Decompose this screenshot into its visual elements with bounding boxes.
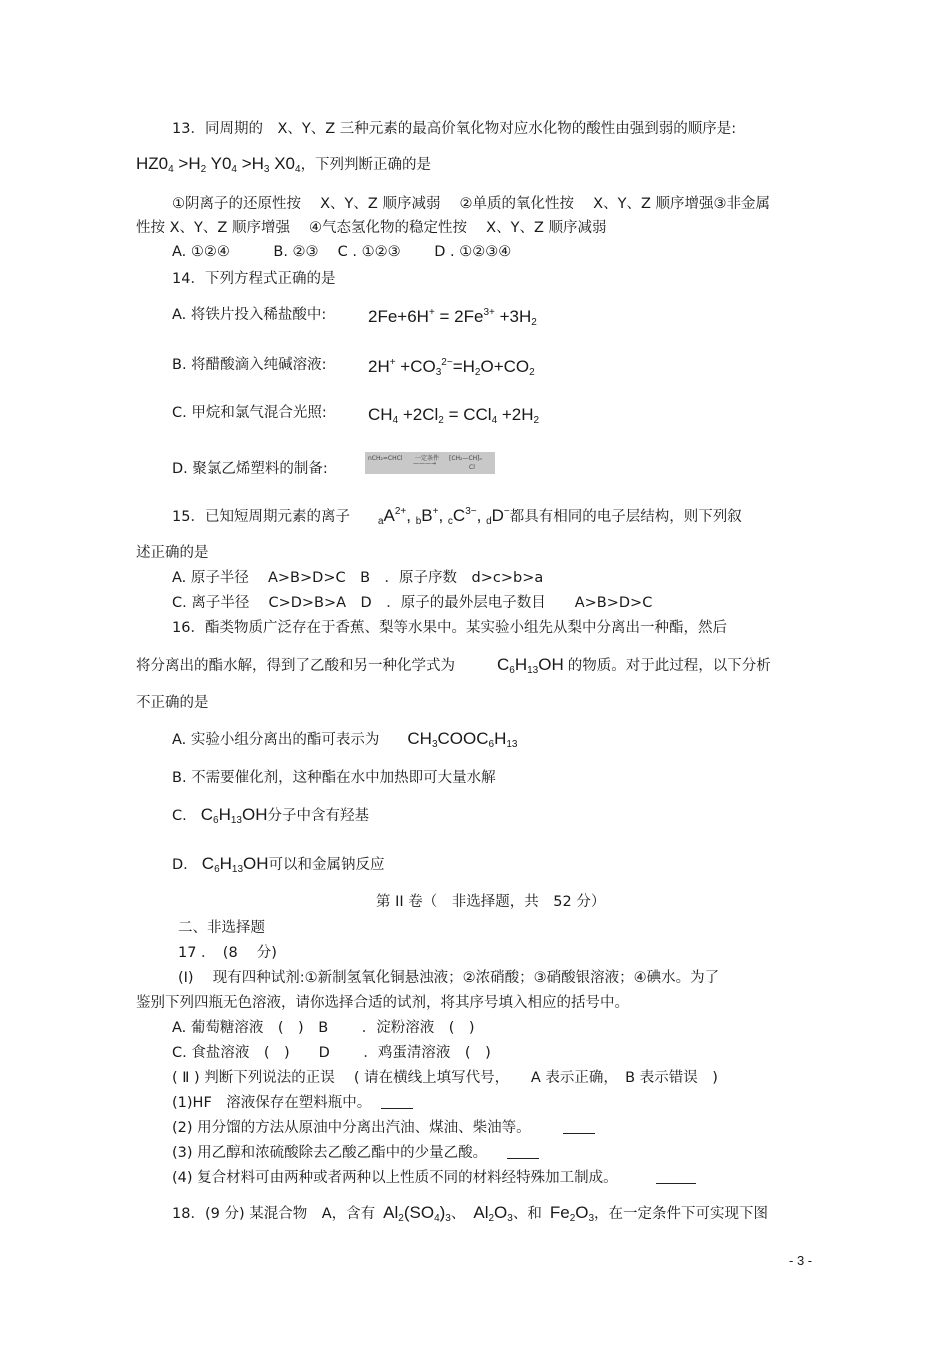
q13-choices: A. ①②④ B. ②③ C . ①②③ D . ①②③④: [172, 244, 512, 260]
q16-stem-2: 将分离出的酯水解，得到了乙酸和另一种化学式为 $C_6H_{13}OH$ 的物质。对于此过程，以下分析: [136, 655, 771, 676]
q16-option-a: A. 实验小组分离出的酯可表示为 $CH_3COOC_6H_{13}$: [172, 729, 518, 750]
q14-option-d-label: D. 聚氯乙烯塑料的制备:: [172, 461, 328, 477]
q16-stem-1: 16．酯类物质广泛存在于香蕉、梨等水果中。某实验小组先从梨中分离出一种酯，然后: [172, 620, 727, 636]
q13-statements-2: 性按 X、Y、Z 顺序增强 ④气态氢化物的稳定性按 X、Y、Z 顺序减弱: [136, 220, 607, 236]
q17-statement-4: (4) 复合材料可由两种或者两种以上性质不同的材料经特殊加工制成。: [172, 1168, 696, 1188]
q16-option-d: D. $C_6H_{13}OH$可以和金属钠反应: [172, 854, 385, 875]
q17-options-cd: C. 食盐溶液 ( ) D ．鸡蛋清溶液 ( ): [172, 1045, 491, 1061]
answer-blank-4[interactable]: [656, 1169, 696, 1184]
q15-stem-2: 述正确的是: [136, 545, 209, 561]
q13-statements-1: ①阴离子的还原性按 X、Y、Z 顺序减弱 ②单质的氧化性按 X、Y、Z 顺序增强③非金属: [172, 196, 770, 212]
q14-option-c-equation: $CH_4 +2Cl_2 = CCl_4 +2H_2$: [368, 405, 540, 426]
q15-stem: 15．已知短周期元素的离子 $_aA^{2+}$, $_b$B+, $_cC^{3-}$, $_d$D−都具有相同的电子层结构，则下列叙: [172, 506, 742, 527]
q13-stem: 13．同周期的 X、Y、Z 三种元素的最高价氧化物对应水化物的酸性由强到弱的顺序是:: [172, 121, 737, 137]
q16-option-b: B. 不需要催化剂，这种酯在水中加热即可大量水解: [172, 770, 496, 786]
q16-stem-3: 不正确的是: [136, 695, 209, 711]
answer-blank-1[interactable]: [381, 1094, 413, 1109]
section-2-title: 第 II 卷（ 非选择题，共 52 分）: [376, 894, 606, 910]
q13-acid-order: $HZ0_4 >H_2$ $Y0_4 >H_3$ $X0_4$，下列判断正确的是: [136, 154, 432, 175]
q17-options-ab: A. 葡萄糖溶液 ( ) B ．淀粉溶液 ( ): [172, 1020, 475, 1036]
pvc-reaction-image: nCH₂=CHCl ———→ 一定条件 [CH₂—CH]ₙ Cl: [365, 452, 495, 474]
q18-stem: 18．(9 分) 某混合物 A，含有 $Al_2(SO_4)_3$、 $Al_2O_3$、和 $Fe_2O_3$，在一定条件下可实现下图: [172, 1203, 769, 1224]
q17-part1-line2: 鉴别下列四瓶无色溶液，请你选择合适的试剂，将其序号填入相应的括号中。: [136, 995, 629, 1011]
q14-option-b-equation: $2H^+ +CO_3^{2-}=H_2O+CO_2$: [368, 357, 535, 378]
q17-statement-3: (3) 用乙醇和浓硫酸除去乙酸乙酯中的少量乙酸。: [172, 1143, 539, 1163]
section-2-heading: 二、非选择题: [178, 920, 265, 936]
q17-part1-line1: (I) 现有四种试剂:①新制氢氧化铜悬浊液；②浓硝酸；③硝酸银溶液；④碘水。为了: [178, 970, 720, 986]
q17-part2-instruction: ( Ⅱ ) 判断下列说法的正误 ( 请在横线上填写代号， A 表示正确， B 表示错误 ): [172, 1070, 718, 1086]
q17-statement-1: (1)HF 溶液保存在塑料瓶中。: [172, 1093, 413, 1113]
q14-option-c-label: C. 甲烷和氯气混合光照:: [172, 405, 327, 421]
q14-option-b-label: B. 将醋酸滴入纯碱溶液:: [172, 357, 327, 373]
q15-options-cd: C. 离子半径 C>D>B>A D ．原子的最外层电子数目 A>B>D>C: [172, 595, 653, 611]
answer-blank-2[interactable]: [563, 1119, 595, 1134]
q14-stem: 14．下列方程式正确的是: [172, 271, 336, 287]
q17-number: 17 ． (8 分): [178, 945, 277, 961]
answer-blank-3[interactable]: [507, 1144, 539, 1159]
q14-option-a-label: A. 将铁片投入稀盐酸中:: [172, 307, 327, 323]
q17-statement-2: (2) 用分馏的方法从原油中分离出汽油、煤油、柴油等。: [172, 1118, 595, 1138]
q15-options-ab: A. 原子半径 A>B>D>C B ．原子序数 d>c>b>a: [172, 570, 544, 586]
q16-option-c: C. $C_6H_{13}OH$分子中含有羟基: [172, 805, 369, 826]
q14-option-a-equation: $2Fe+6H^+ = 2Fe^{3+} +3H_2$: [368, 307, 537, 328]
page-number: - 3 -: [789, 1253, 813, 1268]
